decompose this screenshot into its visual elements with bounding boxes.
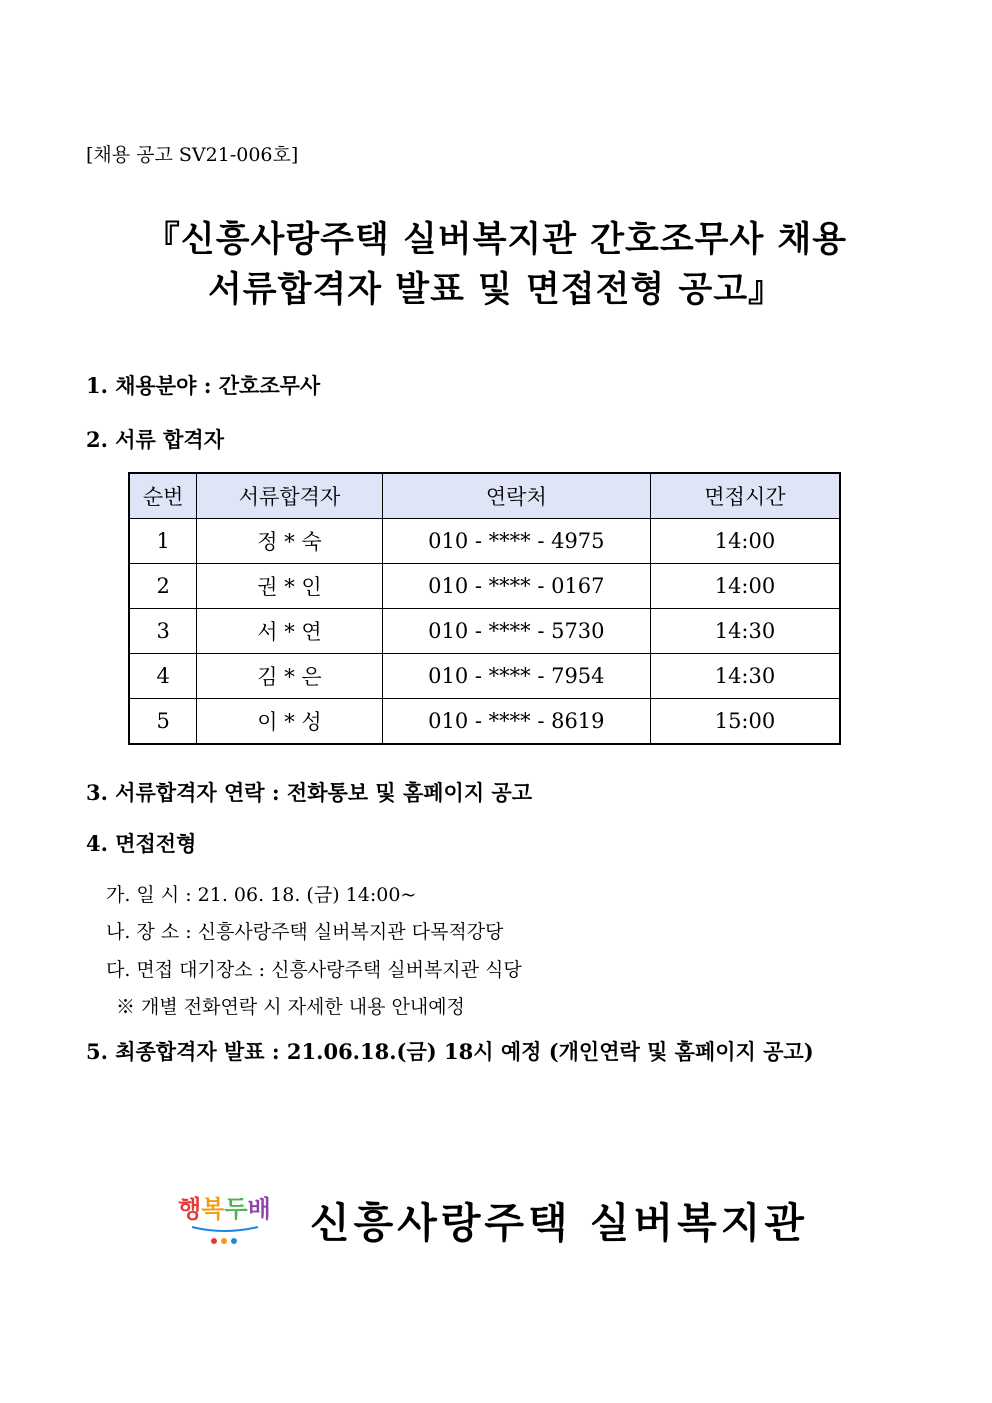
candidate-name: 정 * 숙: [197, 519, 382, 564]
haengbok-dubae-logo: [176, 1183, 272, 1247]
section-2-heading: 2. 서류 합격자: [86, 427, 224, 452]
logo-swoosh: [192, 1227, 258, 1231]
title-line-1: 『신흥사랑주택 실버복지관 간호조무사 채용: [144, 219, 848, 260]
row-number: 5: [129, 699, 197, 745]
logo-dot: [221, 1238, 227, 1244]
logo-lettering: 행복두배: [178, 1195, 271, 1223]
section-4-heading: 4. 면접전형: [86, 831, 197, 856]
table-row: [129, 654, 840, 699]
candidate-name: 서 * 연: [197, 609, 382, 654]
notice-note: ※ 개별 전화연락 시 자세한 내용 안내예정: [116, 996, 465, 1018]
contact-number: 010 - **** - 0167: [382, 564, 650, 609]
row-number: 1: [129, 519, 197, 564]
table-row: [129, 519, 840, 564]
row-number: 2: [129, 564, 197, 609]
interview-location: 나. 장 소 : 신흥사랑주택 실버복지관 다목적강당: [106, 921, 504, 943]
table-row: [129, 699, 840, 745]
section-3-contact: 3. 서류합격자 연락 : 전화통보 및 홈페이지 공고: [86, 780, 532, 805]
logo-dot: [211, 1238, 217, 1244]
contact-number: 010 - **** - 8619: [382, 699, 650, 745]
table-header-row: [129, 473, 840, 519]
document-number: [채용 공고 SV21-006호]: [86, 144, 299, 166]
header-cell: 서류합격자: [197, 473, 382, 519]
section-5-final-announcement: 5. 최종합격자 발표 : 21.06.18.(금) 18시 예정 (개인연락 및 홈페이지 공고): [86, 1039, 814, 1064]
interview-time: 14:00: [650, 564, 840, 609]
candidates-table: [128, 472, 841, 745]
table-row: [129, 564, 840, 609]
contact-number: 010 - **** - 5730: [382, 609, 650, 654]
waiting-area: 다. 면접 대기장소 : 신흥사랑주택 실버복지관 식당: [106, 959, 522, 981]
contact-number: 010 - **** - 4975: [382, 519, 650, 564]
table-row: [129, 609, 840, 654]
interview-datetime: 가. 일 시 : 21. 06. 18. (금) 14:00~: [106, 884, 417, 906]
candidate-name: 이 * 성: [197, 699, 382, 745]
candidate-name: 권 * 인: [197, 564, 382, 609]
interview-time: 15:00: [650, 699, 840, 745]
interview-time: 14:30: [650, 609, 840, 654]
header-cell: 면접시간: [650, 473, 840, 519]
organization-name: 신흥사랑주택 실버복지관: [310, 1199, 808, 1247]
title-line-2: 서류합격자 발표 및 면접전형 공고』: [207, 269, 785, 310]
row-number: 3: [129, 609, 197, 654]
header-cell: 순번: [129, 473, 197, 519]
contact-number: 010 - **** - 7954: [382, 654, 650, 699]
interview-time: 14:30: [650, 654, 840, 699]
logo-dot: [231, 1238, 237, 1244]
interview-time: 14:00: [650, 519, 840, 564]
row-number: 4: [129, 654, 197, 699]
candidate-name: 김 * 은: [197, 654, 382, 699]
section-1-field: 1. 채용분야 : 간호조무사: [86, 373, 321, 398]
header-cell: 연락처: [382, 473, 650, 519]
